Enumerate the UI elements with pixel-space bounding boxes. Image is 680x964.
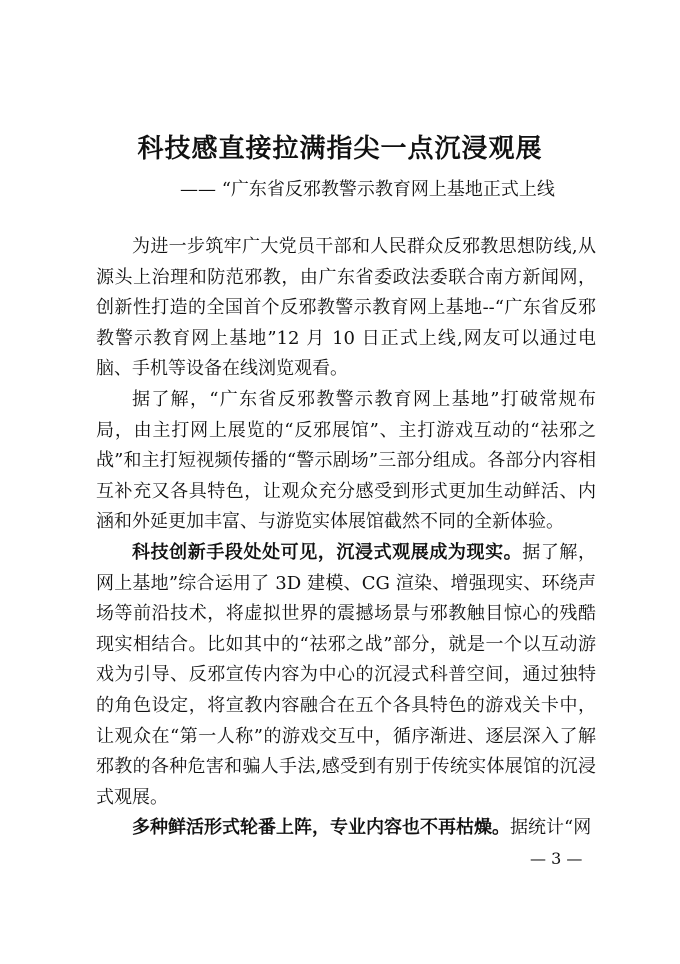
paragraph-3-lead: 科技创新手段处处可见，沉浸式观展成为现实。 — [132, 541, 523, 563]
paragraph-3 — [96, 538, 596, 813]
document-title: 科技感直接拉满指尖一点沉浸观展 — [137, 134, 543, 164]
paragraph-2 — [96, 385, 596, 538]
paragraph-1 — [96, 232, 596, 385]
paragraph-4 — [96, 813, 596, 844]
paragraph-2-text: 据了解，“广东省反邪教警示教育网上基地”打破常规布局，由主打网上展览的“反邪展馆”、主打游戏互动的“祛邪之战”和主打短视频传播的“警示剧场”三部分组成。各部分内容相互补充又各具特色，让观众充分感受到形式更加生动鲜活、内涵和外延更加丰富、与游览实体展馆截然不同的全新体验。 — [96, 388, 596, 533]
paragraph-3-text: 据了解，网上基地”综合运用了 3D 建模、CG 渲染、增强现实、环绕声场等前沿技术，将虚拟世界的震撼场景与邪教触目惊心的残酷现实相结合。比如其中的“祛邪之战”部分，就是一个以互动游戏为引导、反邪宣传内容为中心的沉浸式科普空间，通过独特的角色设定，将宣教内容融合在五个各具特色的游戏关卡中，让观众在“第一人称”的游戏交互中，循序渐进、逐层深入了解邪教的各种危害和骗人手法,感受到有别于传统实体展馆的沉浸式观展。 — [96, 541, 596, 808]
document-body — [96, 232, 596, 844]
page-number: — 3 — — [530, 849, 583, 868]
paragraph-1-text: 为进一步筑牢广大党员干部和人民群众反邪教思想防线,从源头上治理和防范邪教，由广东省委政法委联合南方新闻网，创新性打造的全国首个反邪教警示教育网上基地--“广东省反邪教警示教育网上基地”12 月 10 日正式上线,网友可以通过电脑、手机等设备在线浏览观看。 — [96, 236, 596, 380]
document-subtitle: —— “广东省反邪教警示教育网上基地正式上线 — [180, 179, 555, 200]
paragraph-4-lead: 多种鲜活形式轮番上阵，专业内容也不再枯燥。 — [132, 817, 510, 839]
paragraph-4-text: 据统计“网 — [510, 817, 592, 839]
